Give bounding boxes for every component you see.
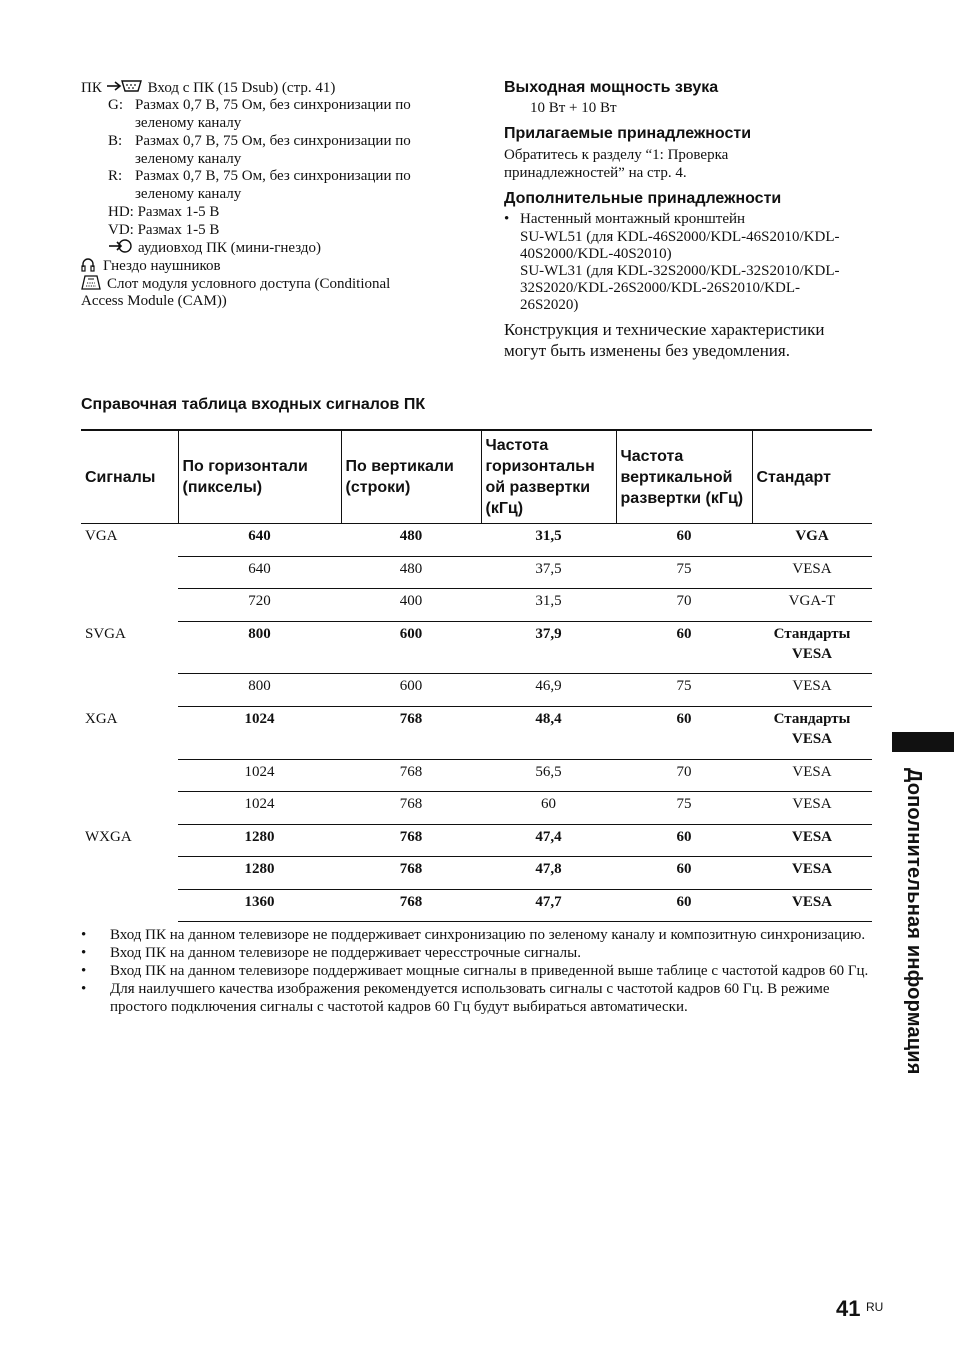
optional-line3: 40S2000/KDL-40S2010) [520, 246, 672, 262]
table-row [81, 524, 872, 557]
cell-h: 640 [178, 557, 341, 589]
cell-std: VESA [752, 557, 872, 589]
table-title: Справочная таблица входных сигналов ПК [81, 396, 426, 413]
cell-std: VESA [752, 674, 872, 707]
notice-line1: Конструкция и технические характеристики [504, 320, 825, 339]
header-signals: Сигналы [81, 430, 178, 524]
vd-line: VD: Размах 1-5 В [108, 222, 220, 238]
cell-std: Стандарты VESA [752, 707, 872, 760]
optional-line5: 32S2020/KDL-26S2000/KDL-26S2010/KDL- [520, 280, 800, 296]
cell-h: 1024 [178, 792, 341, 825]
group-name: XGA [85, 710, 118, 727]
cell-vf: 60 [616, 857, 752, 890]
cell-v: 400 [341, 589, 481, 622]
cell-h: 1280 [178, 857, 341, 890]
cell-vf: 60 [616, 524, 752, 557]
cell-std: VESA [752, 890, 872, 922]
note-item: • Вход ПК на данном телевизоре не поддерживает синхронизацию по зеленому каналу и композитную синхронизацию. [81, 927, 866, 943]
notice-line2: могут быть изменены без уведомления. [504, 341, 790, 360]
cell-std: VGA-T [752, 589, 872, 622]
cell-vf: 60 [616, 890, 752, 922]
supplied-line2: принадлежностей” на стр. 4. [504, 165, 687, 181]
cell-v: 768 [341, 825, 481, 857]
cam-line2: Access Module (CAM)) [81, 293, 227, 309]
table-row [81, 857, 872, 890]
cell-hf: 46,9 [481, 674, 616, 707]
cell-v: 480 [341, 557, 481, 589]
cell-v: 600 [341, 622, 481, 674]
cell-vf: 70 [616, 589, 752, 622]
optional-bullet: • [504, 211, 510, 227]
cell-vf: 70 [616, 760, 752, 792]
table-header-row [81, 430, 872, 524]
optional-line2: SU-WL51 (для KDL-46S2000/KDL-46S2010/KDL- [520, 229, 840, 245]
cell-v: 768 [341, 760, 481, 792]
cell-std: VESA [752, 792, 872, 825]
group-name: WXGA [85, 828, 132, 845]
cell-vf: 60 [616, 707, 752, 760]
r-label: R: [108, 168, 123, 184]
table-row [81, 707, 872, 760]
b-line2: зеленому каналу [135, 151, 242, 167]
header-vertical: По вертикали (строки) [341, 430, 481, 524]
optional-title: Дополнительные принадлежности [504, 190, 782, 207]
cell-hf: 37,9 [481, 622, 616, 674]
r-line1: Размах 0,7 В, 75 Ом, без синхронизации по [135, 168, 411, 184]
supplied-title: Прилагаемые принадлежности [504, 125, 752, 142]
page-number: 41 [836, 1296, 861, 1321]
g-line2: зеленому каналу [135, 115, 242, 131]
audio-in-text: аудиовход ПК (мини-гнездо) [138, 239, 322, 256]
cell-h: 1024 [178, 707, 341, 760]
optional-line6: 26S2020) [520, 297, 579, 313]
cell-std: Стандарты VESA [752, 622, 872, 674]
cell-h: 800 [178, 674, 341, 707]
cell-vf: 60 [616, 825, 752, 857]
table-row [81, 557, 872, 589]
cell-h: 1360 [178, 890, 341, 922]
section-tab-marker [892, 732, 954, 752]
cell-h: 1280 [178, 825, 341, 857]
table-row [81, 792, 872, 825]
cell-v: 768 [341, 792, 481, 825]
note-item: • Для наилучшего качества изображения рекомендуется использовать сигналы с частотой кадров 60 Гц. В режиме простого подключения сигналы с частотой кадров 60 Гц будут выбираться автоматически. [81, 981, 830, 1015]
header-vfreq: Частота вертикальной развертки (кГц) [616, 430, 752, 524]
cell-std: VESA [752, 825, 872, 857]
note-item: • Вход ПК на данном телевизоре не поддерживает чересстрочные сигналы. [81, 945, 581, 961]
header-standard: Стандарт [752, 430, 872, 524]
b-line1: Размах 0,7 В, 75 Ом, без синхронизации по [135, 133, 411, 149]
optional-line1: Настенный монтажный кронштейн [520, 211, 746, 227]
cell-hf: 31,5 [481, 524, 616, 557]
note-text: Для наилучшего качества изображения рекомендуется использовать сигналы с частотой кадров 60 Гц. В режиме простого подключения сигналы с частотой кадров 60 Гц будут выбираться автоматически. [110, 981, 830, 1015]
cell-vf: 60 [616, 622, 752, 674]
g-line1: Размах 0,7 В, 75 Ом, без синхронизации по [135, 97, 411, 113]
cell-std: VESA [752, 857, 872, 890]
cell-v: 480 [341, 524, 481, 557]
audio-power-title: Выходная мощность звука [504, 79, 719, 96]
signal-reference-table [81, 429, 872, 922]
optional-line4: SU-WL31 (для KDL-32S2000/KDL-32S2010/KDL- [520, 263, 840, 279]
r-line2: зеленому каналу [135, 186, 242, 202]
cell-hf: 47,4 [481, 825, 616, 857]
supplied-line1: Обратитесь к разделу “1: Проверка [504, 147, 729, 163]
cell-hf: 31,5 [481, 589, 616, 622]
cam-text-line1: Слот модуля условного доступа (Conditional [107, 275, 391, 292]
b-label: B: [108, 133, 123, 149]
cell-h: 800 [178, 622, 341, 674]
page-language: RU [866, 1300, 884, 1314]
cell-v: 600 [341, 674, 481, 707]
audio-power-value: 10 Вт + 10 Вт [530, 100, 617, 116]
cell-vf: 75 [616, 674, 752, 707]
header-horizontal: По горизонтали (пикселы) [178, 430, 341, 524]
table-row [81, 760, 872, 792]
group-name: VGA [85, 528, 118, 544]
table-row [81, 825, 872, 857]
note-item: • Вход ПК на данном телевизоре поддерживает мощные сигналы в приведенной выше таблице с частотой кадров 60 Гц. [81, 963, 869, 979]
cell-vf: 75 [616, 792, 752, 825]
cell-h: 640 [178, 524, 341, 557]
cell-hf: 47,7 [481, 890, 616, 922]
header-hfreq: Частота горизонтальн ой развертки (кГц) [481, 430, 616, 524]
table-row [81, 674, 872, 707]
cell-hf: 56,5 [481, 760, 616, 792]
notes-list [81, 926, 871, 1016]
side-section-text: Дополнительная информация [903, 768, 925, 1075]
cell-h: 720 [178, 589, 341, 622]
pc-input-text: Вход с ПК (15 Dsub) (стр. 41) [147, 79, 336, 96]
cell-hf: 48,4 [481, 707, 616, 760]
cell-hf: 60 [481, 792, 616, 825]
hd-line: HD: Размах 1-5 В [108, 204, 220, 220]
note-text: Вход ПК на данном телевизоре не поддерживает чересстрочные сигналы. [110, 945, 581, 961]
group-name: SVGA [85, 625, 126, 642]
cell-std: VGA [752, 524, 872, 557]
pc-prefix: ПК [81, 79, 102, 96]
headphones-text: Гнездо наушников [103, 257, 221, 274]
table-row [81, 622, 872, 674]
g-label: G: [108, 97, 123, 113]
side-section-label [903, 768, 925, 1090]
cell-std: VESA [752, 760, 872, 792]
cell-v: 768 [341, 857, 481, 890]
cell-hf: 47,8 [481, 857, 616, 890]
note-text: Вход ПК на данном телевизоре не поддерживает синхронизацию по зеленому каналу и композитную синхронизацию. [110, 927, 866, 943]
table-row [81, 890, 872, 922]
table-row [81, 589, 872, 622]
cell-v: 768 [341, 707, 481, 760]
cell-h: 1024 [178, 760, 341, 792]
cell-v: 768 [341, 890, 481, 922]
cell-hf: 37,5 [481, 557, 616, 589]
note-text: Вход ПК на данном телевизоре поддерживает мощные сигналы в приведенной выше таблице с частотой кадров 60 Гц. [110, 963, 869, 979]
cell-vf: 75 [616, 557, 752, 589]
